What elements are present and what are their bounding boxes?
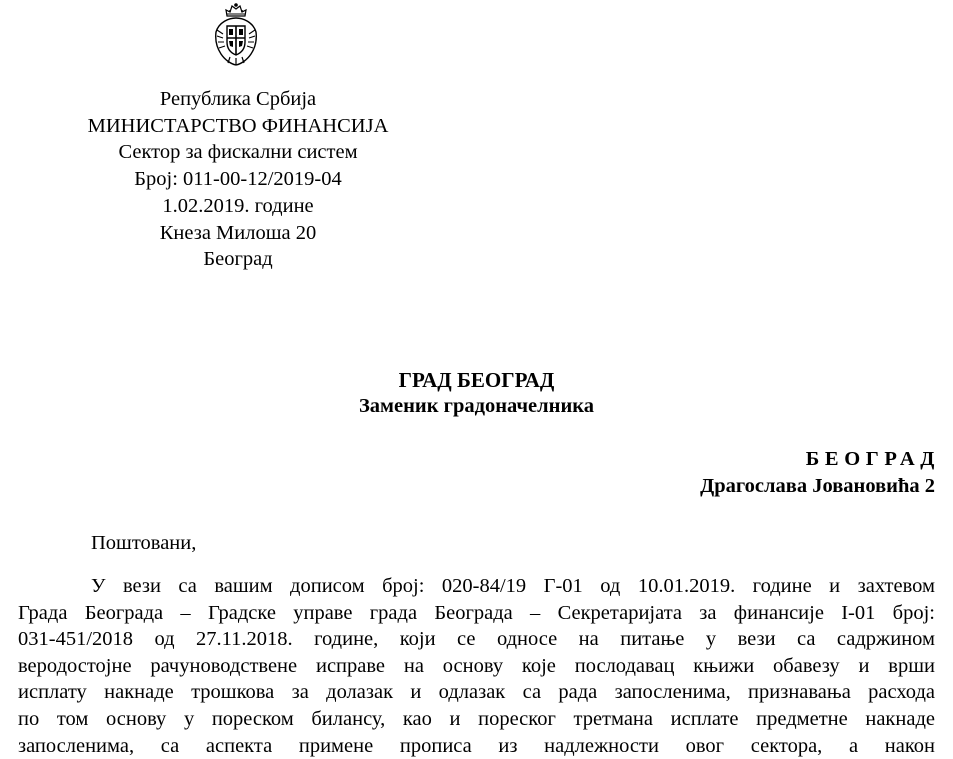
body-line: исплату накнаде трошкова за долазак и одлазак са рада запосленима, признавања расхода [18, 681, 935, 704]
sender-street: Кнеза Милоша 20 [159, 221, 317, 244]
sender-city: Београд [203, 248, 273, 271]
letter-body [18, 573, 935, 759]
sender-sector: Сектор за фискални систем [118, 141, 358, 164]
serbian-coat-of-arms-icon [213, 2, 259, 66]
body-line: Града Београда – Градске управе града Београда – Секретаријата за финансије I-01 број: [18, 601, 935, 624]
sender-ministry: МИНИСТАРСТВО ФИНАНСИЈА [87, 114, 389, 137]
body-line: У вези са вашим дописом број: 020-84/19 Г-01 од 10.01.2019. године и захтевом [91, 575, 935, 597]
body-line: по том основу у пореском билансу, као и пореског третмана исплате предметне накнаде [18, 707, 935, 730]
sender-header [28, 86, 448, 273]
document-date: 1.02.2019. године [162, 194, 314, 217]
recipient-address-city: БЕОГРАД [805, 448, 940, 470]
recipient-role: Заменик градоначелника [358, 395, 595, 417]
body-line: 031-451/2018 од 27.11.2018. године, који се односе на питање у вези са садржином [18, 628, 935, 651]
salutation: Поштовани, [91, 532, 197, 554]
sender-country: Република Србија [159, 88, 317, 110]
recipient-name: ГРАД БЕОГРАД [398, 368, 555, 392]
body-line: веродостојне рачуноводствене исправе на основу које послодавац књижи обавезу и врши [18, 654, 935, 677]
recipient-address-street: Драгослава Јовановића 2 [700, 475, 935, 497]
document-number: Број: 011-00-12/2019-04 [134, 168, 342, 191]
body-line: запосленима, са аспекта примене прописа из надлежности овог сектора, а након [18, 734, 935, 757]
